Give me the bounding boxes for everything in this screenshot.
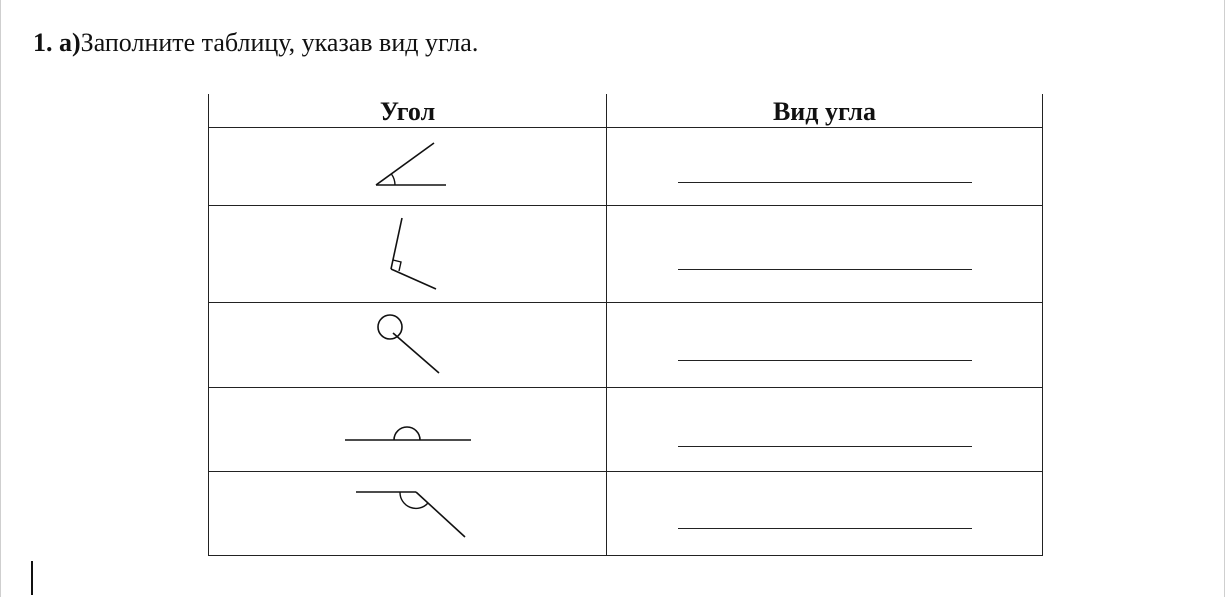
table-row xyxy=(209,388,1043,472)
task-text: Заполните таблицу, указав вид угла. xyxy=(80,28,479,57)
angle-cell xyxy=(209,303,607,388)
answer-line xyxy=(678,528,972,529)
answer-cell[interactable] xyxy=(607,388,1043,472)
task-statement xyxy=(33,28,478,58)
acute-angle-icon xyxy=(368,142,448,192)
answer-line xyxy=(678,182,972,183)
right-angle-icon xyxy=(378,214,438,294)
table-row xyxy=(209,206,1043,303)
angle-cell xyxy=(209,128,607,206)
answer-line xyxy=(678,269,972,270)
answer-cell[interactable] xyxy=(607,472,1043,556)
text-cursor xyxy=(31,561,33,595)
table-header-row xyxy=(209,94,1043,128)
angle-cell xyxy=(209,206,607,303)
table-row xyxy=(209,472,1043,556)
answer-cell[interactable] xyxy=(607,128,1043,206)
answer-cell[interactable] xyxy=(607,303,1043,388)
angles-table xyxy=(208,94,1043,556)
answer-line xyxy=(678,360,972,361)
obtuse-angle-icon xyxy=(348,484,468,544)
task-number: 1. а) xyxy=(33,28,81,57)
header-angle: Угол xyxy=(209,94,607,128)
header-angle-kind: Вид угла xyxy=(607,94,1043,128)
answer-cell[interactable] xyxy=(607,206,1043,303)
straight-angle-icon xyxy=(345,415,471,445)
table-row xyxy=(209,303,1043,388)
table-row xyxy=(209,128,1043,206)
angle-cell xyxy=(209,472,607,556)
reflex-angle-icon xyxy=(373,312,443,378)
answer-line xyxy=(678,446,972,447)
angle-cell xyxy=(209,388,607,472)
